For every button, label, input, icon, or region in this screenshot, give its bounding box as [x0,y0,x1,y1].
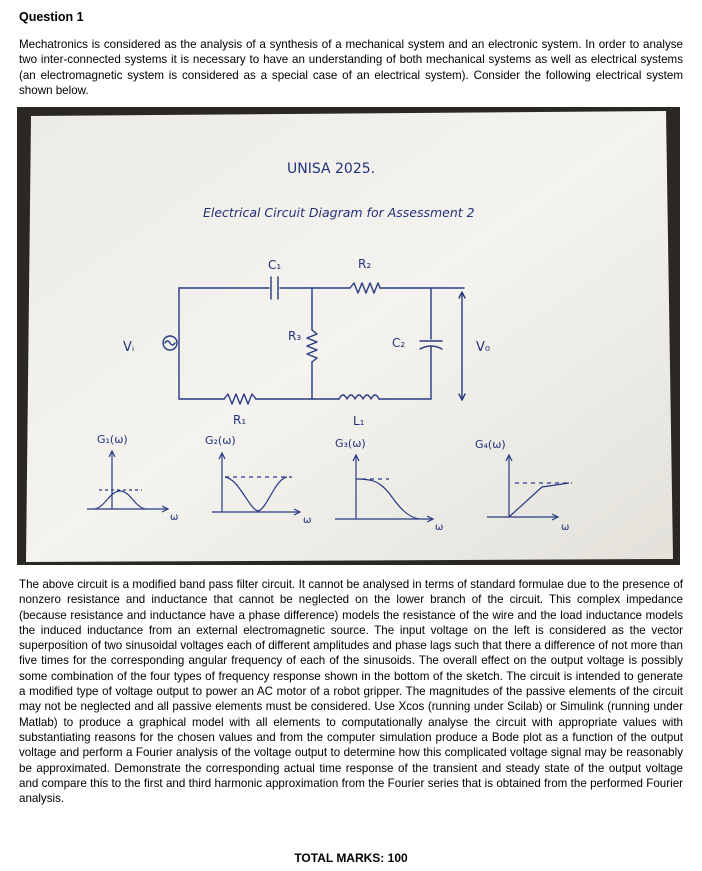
sketch-subtitle: Electrical Circuit Diagram for Assessment 2 [203,205,475,220]
body-paragraph: The above circuit is a modified band pass filter circuit. It cannot be analysed in terms of standard formulae due to the presence of nonzero resistance and inductance that cannot be neglected on the lower branch of the circuit. This complex impedance (because resistance and inductance have a phase difference) models the resistance of the wire and the load inductance models the induced inductance from an external electromagnetic source. The input voltage on the left is considered as the vector superposition of two sinusoidal voltages each of different amplitudes and phase lags such that there a difference of not more than five times for the corresponding angular frequency of each of the sinusoids. The overall effect on the output voltage is possibly some combination of the four types of frequency response shown in the bottom of the sketch. The circuit is intended to generate a modified type of voltage output to power an AC motor of a robot gripper. The magnitudes of the passive elements of the circuit may not be neglected and all passive elements must be considered. Use Xcos (running under Scilab) or Simulink (running under Matlab) to produce a graphical model with all elements to computationally analyse the circuit with appropriate values with substantiating reasons for the chosen values and from the computer simulation produce a Bode plot as a function of the output voltage and perform a Fourier analysis of the voltage output to determine how this complicated voltage signal may be reasonably be approximated. Demonstrate the corresponding actual time response of the transient and steady state of the output voltage and compare this to the first and third harmonic approximation from the Fourier series that is obtained from the performed Fourier analysis. [19,578,683,806]
label-vin: Vᵢ [123,340,135,355]
label-g1: G₁(ω) [97,433,128,446]
label-g3: G₃(ω) [335,437,366,450]
label-r1: R₁ [233,413,247,427]
label-l1: L₁ [353,414,365,428]
label-g2: G₂(ω) [205,434,236,447]
g3-omega: ω [435,522,444,533]
label-c2: C₂ [392,336,406,350]
circuit-sketch-photo [17,107,680,565]
question-title: Question 1 [19,10,84,24]
sketch-heading: UNISA 2025. [287,161,376,177]
label-vout: V₀ [476,340,491,355]
g4-omega: ω [561,522,570,533]
intro-paragraph: Mechatronics is considered as the analysis of a synthesis of a mechanical system and an electronic system. In order to analyse two inter-connected systems it is necessary to have an understanding of both mechanical systems as well as electrical systems (an electromagnetic system is considered as a special case of an electrical system). Consider the following electrical system shown below. [19,38,683,97]
label-r2: R₂ [358,257,372,271]
g1-omega: ω [170,512,179,523]
paper-sheet [26,111,673,562]
total-marks: TOTAL MARKS: 100 [294,851,408,865]
label-g4: G₄(ω) [475,438,506,451]
label-c1: C₁ [268,258,282,272]
circuit-sketch [17,107,680,565]
g2-omega: ω [303,515,312,526]
label-r3: R₃ [288,329,302,343]
